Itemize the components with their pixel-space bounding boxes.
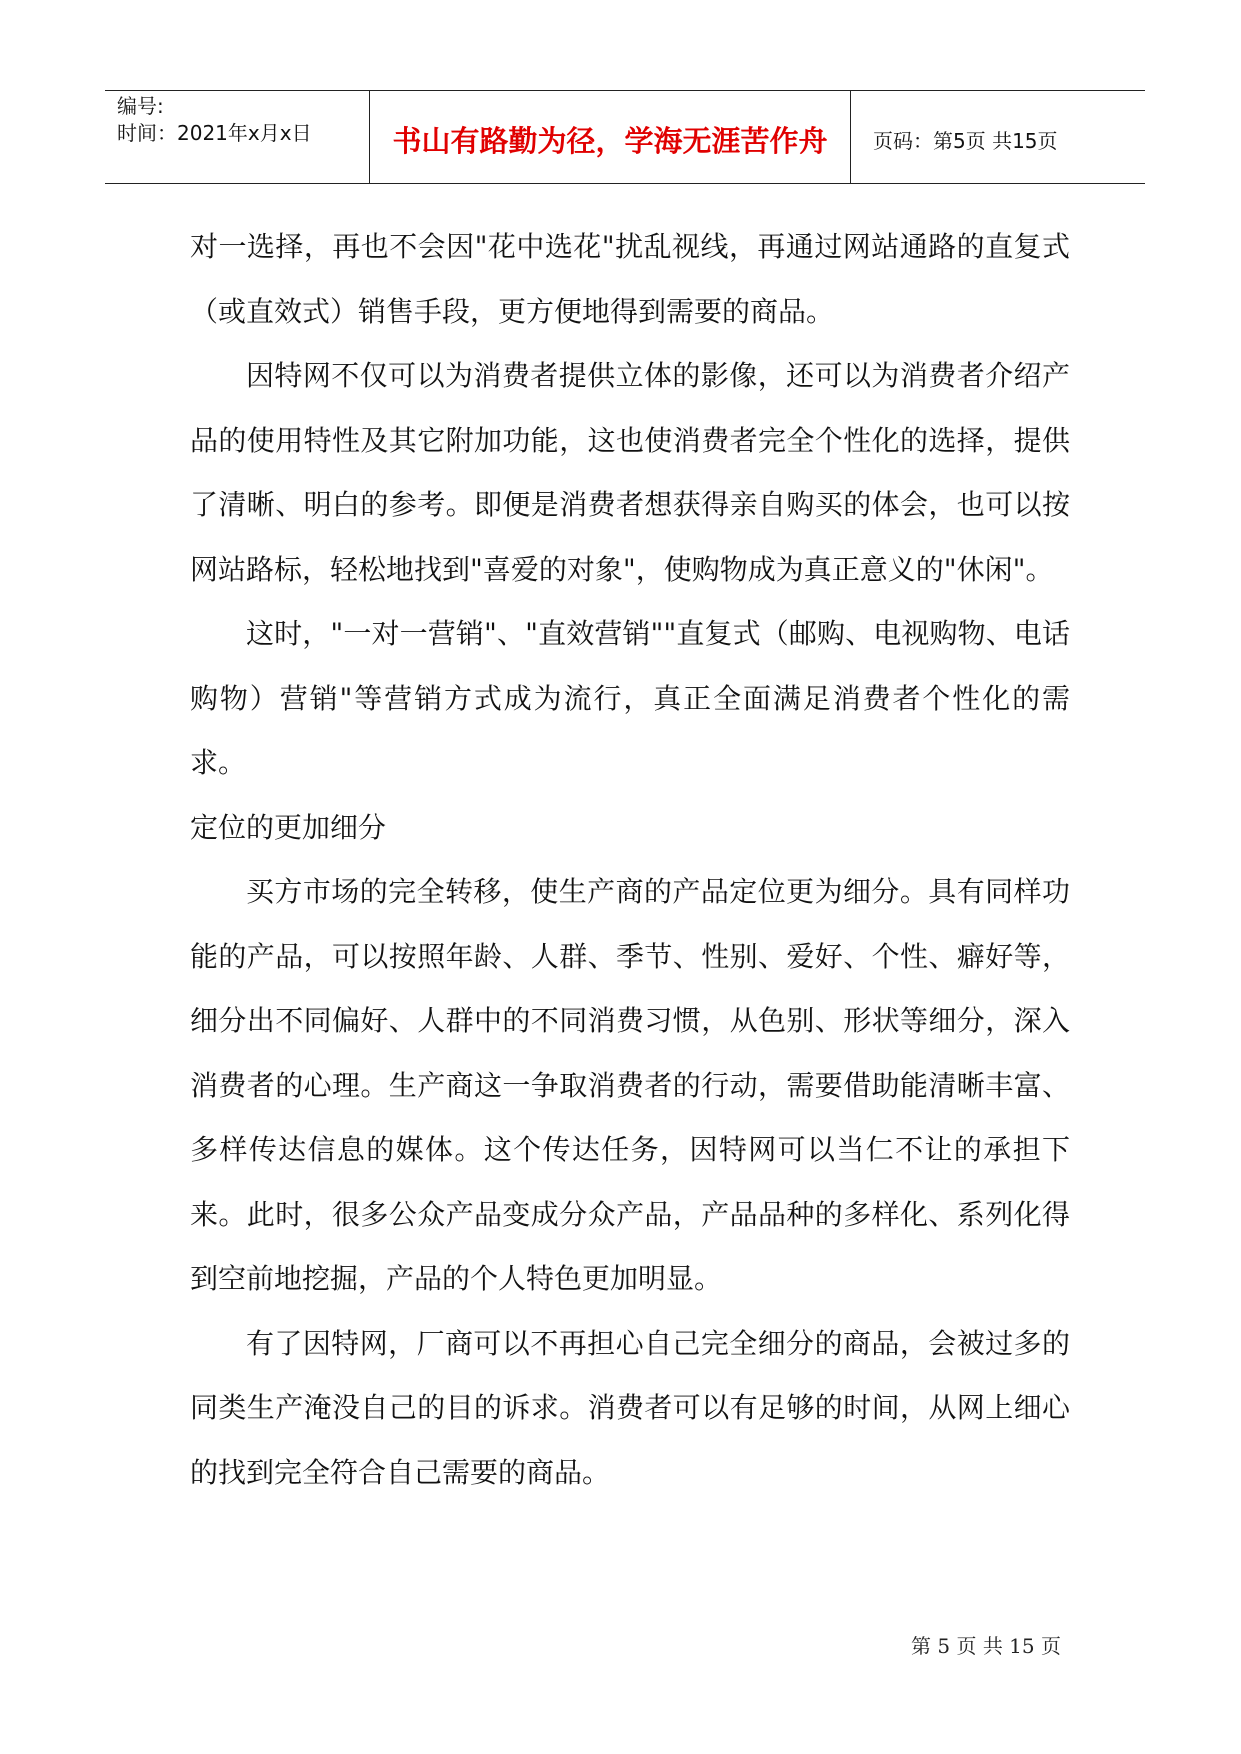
document-body: [190, 215, 1070, 1505]
paragraph: 这时，"一对一营销"、"直效营销""直复式（邮购、电视购物、电话购物）营销"等营销方式成为流行，真正全面满足消费者个性化的需求。: [190, 617, 1070, 779]
paragraph: 因特网不仅可以为消费者提供立体的影像，还可以为消费者介绍产品的使用特性及其它附加功能，这也使消费者完全个性化的选择，提供了清晰、明白的参考。即便是消费者想获得亲自购买的体会，也可以按网站路标，轻松地找到"喜爱的对象"，使购物成为真正意义的"休闲"。: [190, 359, 1070, 586]
document-number-label: 编号:: [117, 94, 164, 118]
header-motto: 书山有路勤为径，学海无涯苦作舟: [392, 123, 828, 158]
page-footer-number: 第 5 页 共 15 页: [911, 1634, 1061, 1658]
paragraph-continued: 对一选择，再也不会因"花中选花"扰乱视线，再通过网站通路的直复式（或直效式）销售手段，更方便地得到需要的商品。: [190, 230, 1070, 328]
header-page-label: 页码：第5页 共15页: [873, 128, 1058, 153]
document-time-label: 时间：2021年x月x日: [117, 121, 312, 145]
paragraph: 有了因特网，厂商可以不再担心自己完全细分的商品，会被过多的同类生产淹没自己的目的诉求。消费者可以有足够的时间，从网上细心的找到完全符合自己需要的商品。: [190, 1326, 1070, 1489]
header-info-cell: [105, 91, 370, 183]
header-page-cell: [851, 91, 1145, 183]
section-heading: 定位的更加细分: [190, 810, 387, 844]
paragraph: 买方市场的完全转移，使生产商的产品定位更为细分。具有同样功能的产品，可以按照年龄、人群、季节、性别、爱好、个性、癖好等，细分出不同偏好、人群中的不同消费习惯，从色别、形状等细分，深入消费者的心理。生产商这一争取消费者的行动，需要借助能清晰丰富、多样传达信息的媒体。这个传达任务，因特网可以当仁不让的承担下来。此时，很多公众产品变成分众产品，产品品种的多样化、系列化得到空前地挖掘，产品的个人特色更加明显。: [190, 875, 1070, 1295]
header-motto-cell: [370, 91, 851, 183]
page-header: [105, 90, 1145, 184]
